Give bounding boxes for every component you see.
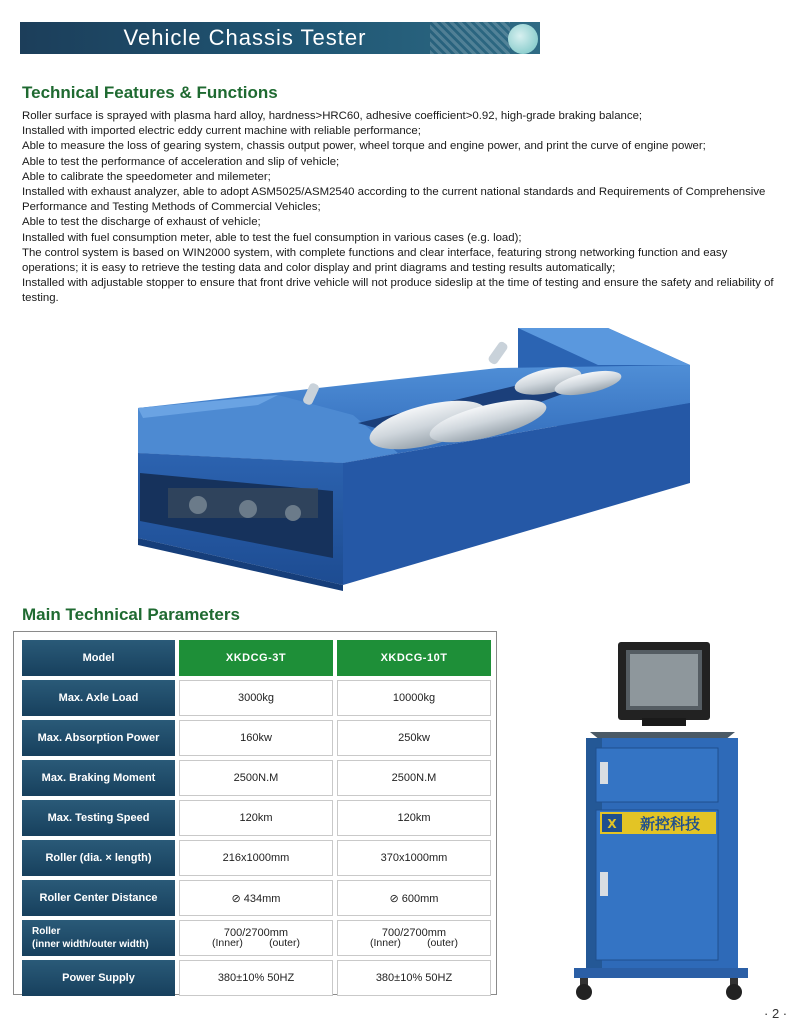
cell-value: ⊘ 600mm xyxy=(337,880,491,916)
cell-value: 216x1000mm xyxy=(179,840,333,876)
cell-value: 2500N.M xyxy=(337,760,491,796)
cell-value xyxy=(179,920,333,956)
row-label-line: Roller xyxy=(32,926,61,937)
row-label: Max. Axle Load xyxy=(22,680,175,716)
cell-value: 3000kg xyxy=(179,680,333,716)
inner-label: (Inner) xyxy=(370,937,401,949)
cell-value: 380±10% 50HZ xyxy=(337,960,491,996)
feature-item: Installed with fuel consumption meter, able to test the fuel consumption in various cases (e.g. load); xyxy=(22,231,522,244)
chassis-tester-machine-image xyxy=(128,323,698,591)
table-row xyxy=(22,960,491,996)
inner-label: (Inner) xyxy=(212,937,243,949)
cell-value: 2500N.M xyxy=(179,760,333,796)
table-row xyxy=(22,680,491,716)
table-row xyxy=(22,760,491,796)
cell-value: 120km xyxy=(179,800,333,836)
svg-text:X: X xyxy=(607,817,617,831)
row-label: Power Supply xyxy=(22,960,175,996)
row-label: Max. Braking Moment xyxy=(22,760,175,796)
feature-item: Able to calibrate the speedometer and milemeter; xyxy=(22,170,271,183)
outer-label: (outer) xyxy=(269,937,300,949)
brand-text: 新控科技 xyxy=(639,815,701,833)
width-value: 700/2700mm xyxy=(223,927,289,939)
width-value: 700/2700mm xyxy=(381,927,447,939)
row-label: Roller Center Distance xyxy=(22,880,175,916)
feature-item: Able to test the performance of acceleration and slip of vehicle; xyxy=(22,155,340,168)
feature-item: Installed with adjustable stopper to ensure that front drive vehicle will not produce sideslip at the time of testing and ensure the safety and reliability of testing. xyxy=(22,277,774,305)
parameters-table xyxy=(18,636,495,1000)
cell-value: 120km xyxy=(337,800,491,836)
model-header-10t: XKDCG-10T xyxy=(337,640,491,676)
model-header-3t: XKDCG-3T xyxy=(179,640,333,676)
row-label-roller-width xyxy=(22,920,175,956)
page-number: · 2 · xyxy=(764,1006,788,1021)
table-header-row xyxy=(22,640,491,676)
outer-label: (outer) xyxy=(427,937,458,949)
features-heading: Technical Features & Functions xyxy=(22,83,278,102)
table-row xyxy=(22,720,491,756)
table-row xyxy=(22,880,491,916)
cell-value: 380±10% 50HZ xyxy=(179,960,333,996)
row-label: Roller (dia. × length) xyxy=(22,840,175,876)
cell-value xyxy=(337,920,491,956)
feature-item: Roller surface is sprayed with plasma hard alloy, hardness>HRC60, adhesive coefficient>0.92, high-grade braking balance; xyxy=(22,110,643,122)
control-console-image xyxy=(560,640,750,1002)
feature-item: Installed with imported electric eddy current machine with reliable performance; xyxy=(22,125,421,138)
row-label-model: Model xyxy=(22,640,175,676)
feature-item: The control system is based on WIN2000 system, with complete functions and clear interface, featuring strong networking function and easy operations; it is easy to retrieve the testing data and color display and print diagrams and testing results automatically; xyxy=(22,246,728,275)
cell-value: 250kw xyxy=(337,720,491,756)
row-label: Max. Testing Speed xyxy=(22,800,175,836)
table-row xyxy=(22,840,491,876)
cell-value: 160kw xyxy=(179,720,333,756)
row-label: Max. Absorption Power xyxy=(22,720,175,756)
row-label-line: (inner width/outer width) xyxy=(32,939,149,950)
parameters-table-frame xyxy=(13,631,497,995)
features-list xyxy=(22,109,782,307)
cell-value: 370x1000mm xyxy=(337,840,491,876)
banner-circle-decoration xyxy=(508,24,538,54)
feature-item: Able to test the discharge of exhaust of vehicle; xyxy=(22,216,261,229)
cell-value: ⊘ 434mm xyxy=(179,880,333,916)
feature-item: Able to measure the loss of gearing system, chassis output power, wheel torque and engine power, and print the curve of engine power; xyxy=(22,140,706,153)
page-title: Vehicle Chassis Tester xyxy=(123,25,367,50)
feature-item: Installed with exhaust analyzer, able to adopt ASM5025/ASM2540 according to the current national standards and Requirements of Comprehensive Performance and Testing Methods of Commercial Vehicles; xyxy=(22,186,766,214)
table-row xyxy=(22,800,491,836)
cell-value: 10000kg xyxy=(337,680,491,716)
table-row xyxy=(22,920,491,956)
parameters-heading: Main Technical Parameters xyxy=(22,605,240,624)
title-banner xyxy=(20,22,540,54)
